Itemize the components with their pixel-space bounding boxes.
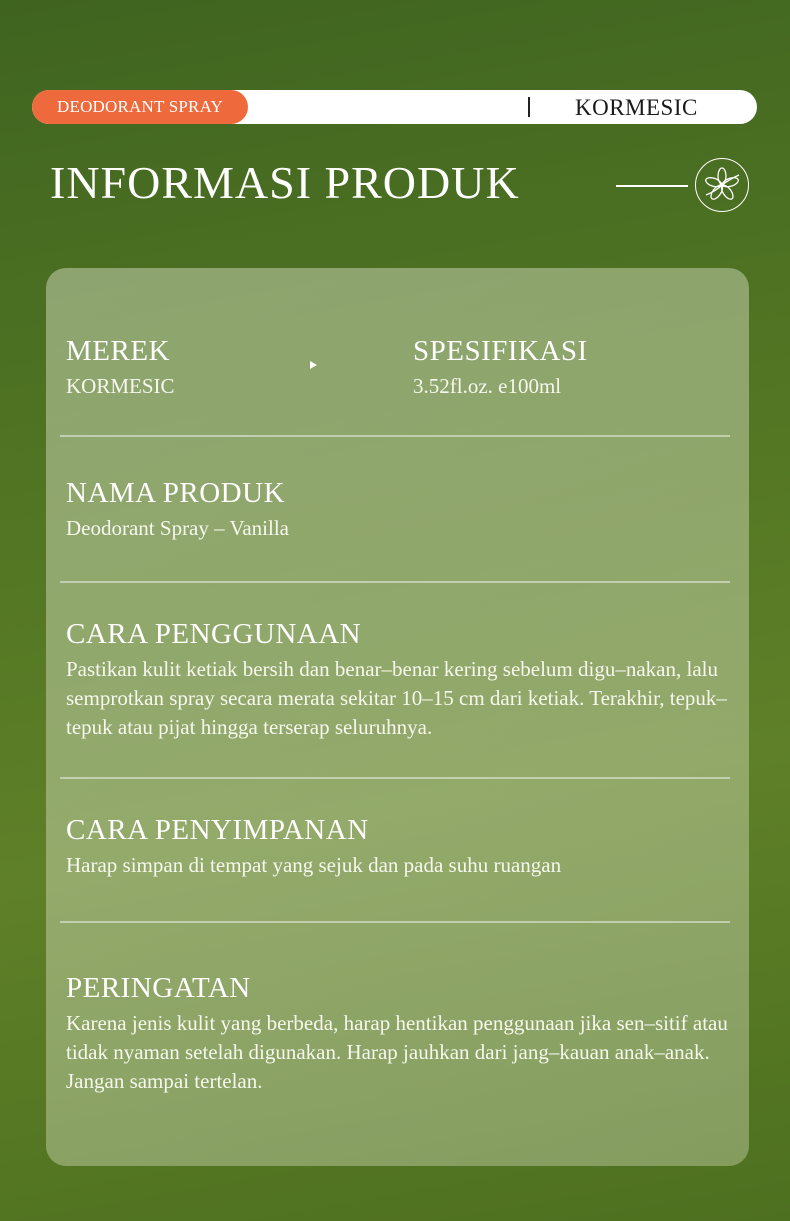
spec-section [413,334,588,401]
warning-label: PERINGATAN [66,972,251,1004]
vanilla-flower-icon [695,158,749,212]
product-name-label: NAMA PRODUK [66,477,286,509]
product-info-card [46,268,749,1166]
divider [60,777,730,779]
divider [60,435,730,437]
arrow-icon [310,361,317,369]
spec-label: SPESIFIKASI [413,335,588,367]
warning-section [66,971,736,1096]
header-divider [528,97,530,117]
storage-label: CARA PENYIMPANAN [66,814,369,846]
usage-label: CARA PENGGUNAAN [66,618,362,650]
storage-section [66,813,736,880]
page-title: INFORMASI PRODUK [50,157,520,208]
header-bar [32,90,757,124]
usage-text: Pastikan kulit ketiak bersih dan benar–benar kering sebelum digu–nakan, lalu semprotkan spray secara merata sekitar 10–15 cm dari ketiak. Terakhir, tepuk–tepuk atau pijat hingga terserap seluruhnya. [66,657,727,739]
warning-text: Karena jenis kulit yang berbeda, harap hentikan penggunaan jika sen–sitif atau tidak nyaman setelah digunakan. Harap jauhkan dari jang–kauan anak–anak. Jangan sampai tertelan. [66,1011,728,1093]
brand-section [66,334,175,401]
title-decorative-line [616,185,688,187]
brand-label: MEREK [66,335,170,367]
usage-section [66,617,736,742]
brand-value: KORMESIC [66,374,175,398]
divider [60,581,730,583]
storage-text: Harap simpan di tempat yang sejuk dan pada suhu ruangan [66,853,562,877]
product-tag: DEODORANT SPRAY [32,90,248,124]
product-name-section [66,476,289,543]
product-name-value: Deodorant Spray – Vanilla [66,516,289,540]
divider [60,921,730,923]
brand-logo: KORMESIC [575,95,698,120]
spec-value: 3.52fl.oz. e100ml [413,374,562,398]
